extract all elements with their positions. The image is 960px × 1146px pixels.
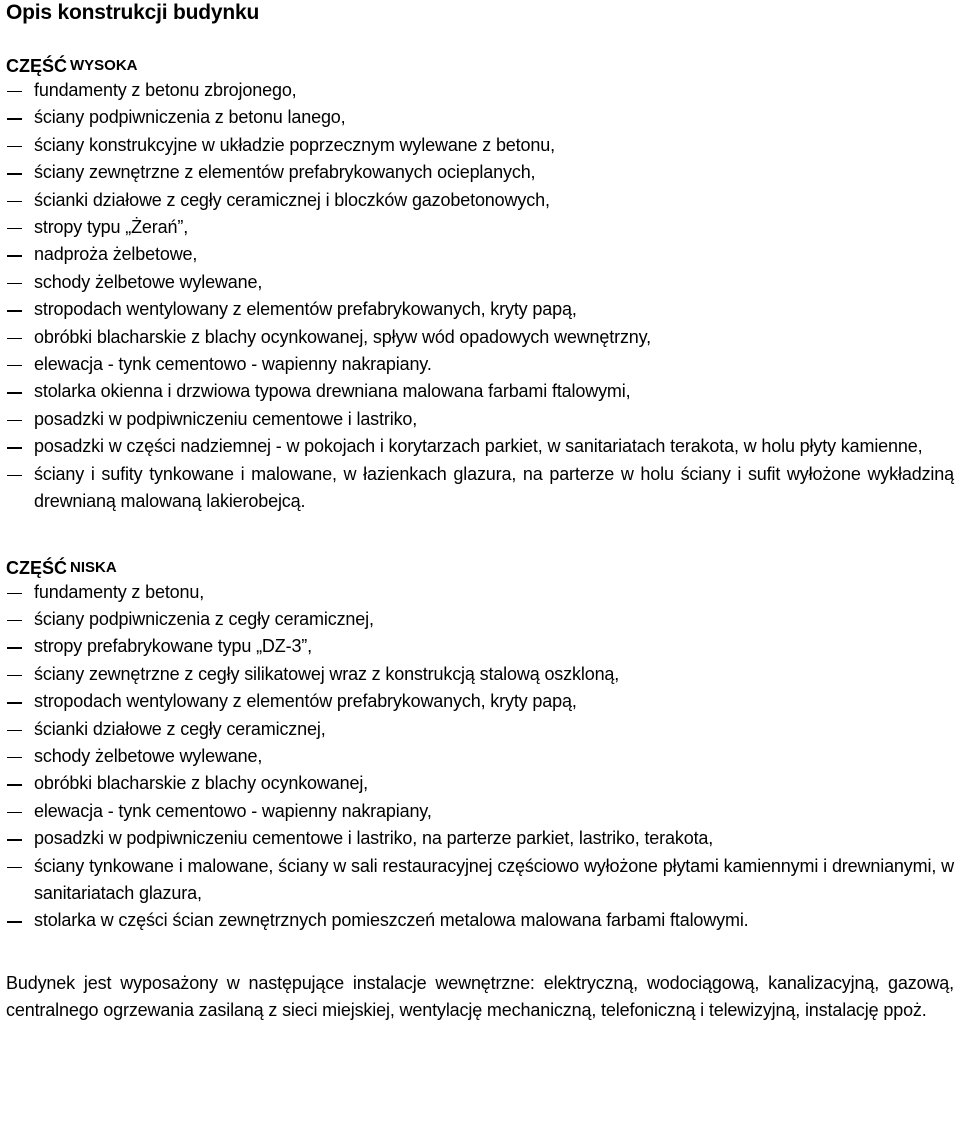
- list-item-text: ściany i sufity tynkowane i malowane, w łazienkach glazura, na parterze w holu ściany i sufit wyłożone wykładziną drewnianą malowaną lakierobejcą.: [34, 463, 954, 512]
- list-item: [6, 187, 954, 214]
- list-item: [6, 351, 954, 378]
- list-item-text: obróbki blacharskie z blachy ocynkowanej,: [34, 773, 369, 794]
- item-list-low: [6, 579, 954, 935]
- list-item: [6, 798, 954, 825]
- list-item-text: stropy prefabrykowane typu „DZ-3”,: [34, 636, 313, 657]
- list-item-text: ściany konstrukcyjne w układzie poprzecznym wylewane z betonu,: [34, 134, 555, 155]
- section-heading-low: [6, 551, 954, 579]
- section-heading-main: CZĘŚĆ: [6, 557, 68, 578]
- list-item: [6, 378, 954, 405]
- section-spacer: [6, 516, 954, 551]
- list-item: [6, 907, 954, 934]
- list-item: [6, 825, 954, 852]
- list-item-text: ścianki działowe z cegły ceramicznej,: [34, 718, 326, 739]
- list-item: [6, 661, 954, 688]
- section-heading-high: [6, 49, 954, 77]
- list-item: [6, 433, 954, 460]
- section-heading-main: CZĘŚĆ: [6, 56, 68, 76]
- list-item-text: fundamenty z betonu zbrojonego,: [34, 80, 297, 100]
- list-item-text: stropodach wentylowany z elementów prefabrykowanych, kryty papą,: [34, 299, 577, 320]
- list-item: [6, 579, 954, 606]
- section-heading-sub: NISKA: [70, 558, 117, 576]
- list-item-text: ściany zewnętrzne z cegły silikatowej wraz z konstrukcją stalową oszkloną,: [34, 663, 620, 684]
- list-item: [6, 606, 954, 633]
- list-item-text: ściany tynkowane i malowane, ściany w sali restauracyjnej częściowo wyłożone płytami kamiennymi i drewnianymi, w sanitariatach glazura,: [34, 855, 954, 903]
- list-item-text: elewacja - tynk cementowo - wapienny nakrapiany,: [34, 800, 432, 821]
- list-item-text: stolarka okienna i drzwiowa typowa drewniana malowana farbami ftalowymi,: [34, 381, 631, 402]
- list-item: [6, 269, 954, 296]
- list-item: [6, 296, 954, 323]
- section-low: [6, 551, 954, 935]
- list-item-text: posadzki w podpiwniczeniu cementowe i lastriko, na parterze parkiet, lastriko, terakota,: [34, 828, 714, 849]
- list-item-text: posadzki w podpiwniczeniu cementowe i lastriko,: [34, 408, 418, 429]
- list-item-text: schody żelbetowe wylewane,: [34, 271, 263, 292]
- installations-paragraph: Budynek jest wyposażony w następujące instalacje wewnętrzne: elektryczną, wodociągową, kanalizacyjną, gazową, centralnego ogrzewania zasilaną z sieci miejskiej, wentylację mechaniczną, telefoniczną i telewizyjną, instalację ppoż.: [6, 972, 954, 1021]
- list-item: [6, 633, 954, 660]
- document-page: [6, 0, 954, 1025]
- list-item: [6, 853, 954, 908]
- item-list-high: [6, 77, 954, 516]
- list-item: [6, 461, 954, 516]
- list-item-text: stropy typu „Żerań”,: [34, 217, 189, 238]
- list-item-text: stolarka w części ścian zewnętrznych pomieszczeń metalowa malowana farbami ftalowymi.: [34, 910, 749, 931]
- section-heading-sub: WYSOKA: [70, 57, 138, 74]
- list-item: [6, 406, 954, 433]
- section-spacer: [6, 935, 954, 970]
- list-item: [6, 77, 954, 104]
- list-item-text: obróbki blacharskie z blachy ocynkowanej, spływ wód opadowych wewnętrzny,: [34, 326, 652, 347]
- list-item-text: elewacja - tynk cementowo - wapienny nakrapiany.: [34, 354, 432, 375]
- list-item: [6, 743, 954, 770]
- list-item-text: fundamenty z betonu,: [34, 581, 205, 602]
- list-item-text: nadproża żelbetowe,: [34, 244, 198, 265]
- list-item: [6, 104, 954, 131]
- list-item: [6, 688, 954, 715]
- list-item-text: stropodach wentylowany z elementów prefabrykowanych, kryty papą,: [34, 691, 577, 712]
- list-item-text: ścianki działowe z cegły ceramicznej i bloczków gazobetonowych,: [34, 189, 550, 210]
- list-item-text: ściany zewnętrzne z elementów prefabrykowanych ocieplanych,: [34, 162, 536, 183]
- section-high: [6, 49, 954, 516]
- list-item: [6, 159, 954, 186]
- list-item-text: ściany podpiwniczenia z cegły ceramicznej,: [34, 608, 374, 629]
- list-item: [6, 324, 954, 351]
- list-item-text: posadzki w części nadziemnej - w pokojach i korytarzach parkiet, w sanitariatach terakota, w holu płyty kamienne,: [34, 436, 923, 457]
- list-item-text: schody żelbetowe wylewane,: [34, 745, 263, 766]
- document-title: Opis konstrukcji budynku: [6, 1, 260, 24]
- list-item-text: ściany podpiwniczenia z betonu lanego,: [34, 107, 346, 128]
- list-item: [6, 770, 954, 797]
- list-item: [6, 132, 954, 159]
- list-item: [6, 214, 954, 241]
- list-item: [6, 716, 954, 743]
- list-item: [6, 241, 954, 268]
